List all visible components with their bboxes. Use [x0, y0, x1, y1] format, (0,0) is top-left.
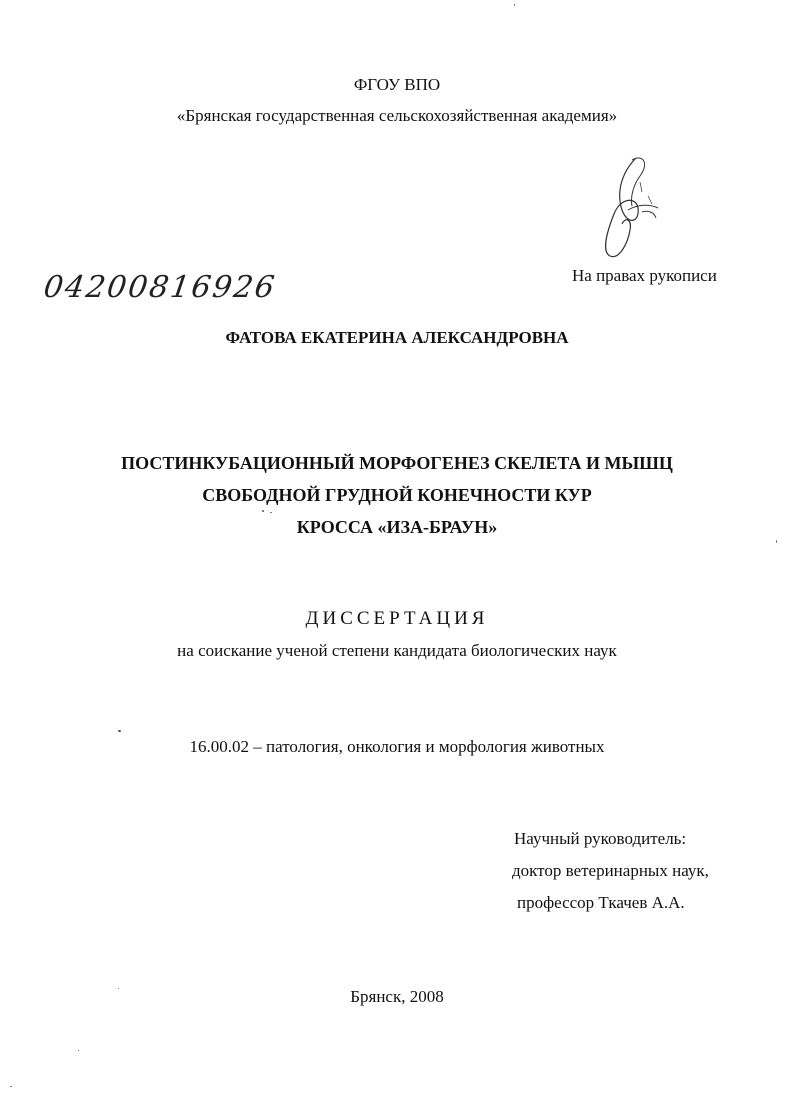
- specialty-line: 16.00.02 – патология, онкология и морфология животных: [189, 737, 605, 756]
- scan-speck: [776, 540, 777, 543]
- archive-number-handwritten: 04200816926: [41, 270, 279, 305]
- scan-speck: [10, 1086, 12, 1087]
- title-line-3: КРОССА «ИЗА-БРАУН»: [296, 517, 498, 537]
- title-line-1: ПОСТИНКУБАЦИОННЫЙ МОРФОГЕНЕЗ СКЕЛЕТА И МЫШЦ: [121, 453, 673, 473]
- scan-speck: [118, 730, 121, 732]
- organization-abbrev: ФГОУ ВПО: [353, 75, 441, 94]
- title-line-2: СВОБОДНОЙ ГРУДНОЙ КОНЕЧНОСТИ КУР: [202, 485, 592, 505]
- supervisor-name: профессор Ткачев А.А.: [517, 893, 685, 912]
- scan-speck: [270, 512, 272, 513]
- supervisor-degree: доктор ветеринарных наук,: [512, 861, 709, 880]
- signature: [592, 152, 672, 272]
- place-and-year: Брянск, 2008: [350, 987, 444, 1006]
- degree-line: на соискание ученой степени кандидата биологических наук: [177, 641, 617, 660]
- scan-speck: [118, 988, 119, 989]
- scan-speck: [78, 1050, 79, 1051]
- rights-note: На правах рукописи: [572, 266, 717, 285]
- organization-name: «Брянская государственная сельскохозяйственная академия»: [176, 106, 618, 125]
- document-type: ДИССЕРТАЦИЯ: [305, 608, 489, 629]
- scan-speck: [514, 4, 515, 6]
- author-name: ФАТОВА ЕКАТЕРИНА АЛЕКСАНДРОВНА: [225, 328, 569, 347]
- supervisor-label: Научный руководитель:: [514, 829, 687, 848]
- scan-speck: [262, 510, 264, 512]
